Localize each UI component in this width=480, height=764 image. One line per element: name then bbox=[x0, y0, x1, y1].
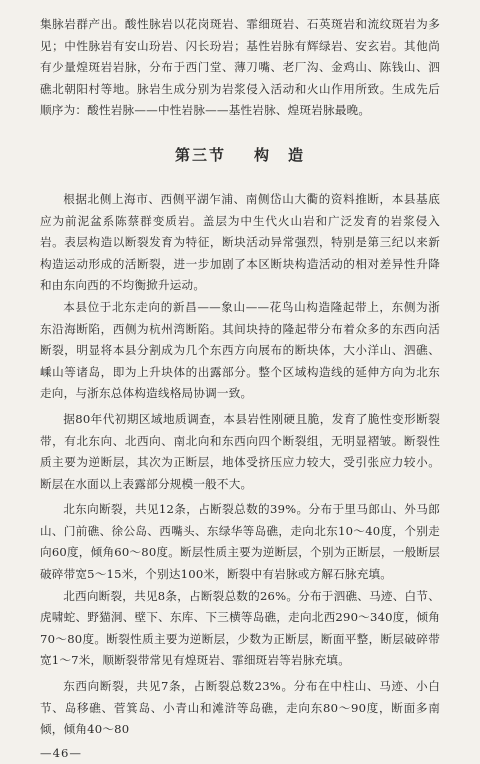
page-number: —46— bbox=[40, 745, 82, 760]
paragraph-ew-faults: 东西向断裂，共见7条，占断裂总数23%。分布在中柱山、马迹、小白节、岛移礁、菅箕岛、小青山和滩浒等岛礁，走向东80～90度，断面多南倾，倾角40～80 bbox=[40, 679, 440, 737]
paragraph-nw-faults: 北西向断裂，共见8条，占断裂总数的26%。分布于泗礁、马迹、白节、虎啸蛇、野猫洞、壁下、东库、下三横等岛礁，走向北西290～340度，倾角70～80度。断裂性质主要为逆断层，少数为正断层，断面平整，断层破碎带宽1～7米，顺断裂带常见有煌斑岩、霏细斑岩等岩脉充填。 bbox=[40, 588, 440, 668]
paragraph-ne-faults: 北东向断裂，共见12条，占断裂总数的39%。分布于里马郎山、外马郎山、门前礁、徐公岛、西嘴头、东绿华等岛礁，走向北东10～40度，个别走向60度，倾角60～80度。断层性质主要为逆断层，个别为正断层，一般断层破碎带宽5～15米，个别达100米，断裂中有岩脉或方解石脉充填。 bbox=[40, 502, 440, 582]
paragraph-basement: 根据北侧上海市、西侧平湖乍浦、南侧岱山大衢的资料推断，本县基底应为前泥盆系陈蔡群变质岩。盖层为中生代火山岩和广泛发育的岩浆侵入岩。表层构造以断裂发育为特征，断块活动异常强烈，特别是第三纪以来新构造运动形成的活断裂，进一步加剧了本区断块构造活动的相对差异性升降和由东向西的不均衡掀升运动。 bbox=[40, 191, 440, 293]
intro-paragraph: 集脉岩群产出。酸性脉岩以花岗斑岩、霏细斑岩、石英斑岩和流纹斑岩为多见；中性脉岩有安山玢岩、闪长玢岩；基性岩脉有辉绿岩、安玄岩。其他尚有少量煌斑岩岩脉，分布于西门堂、薄刀嘴、老厂沟、金鸡山、陈钱山、泗礁北朝阳村等地。脉岩生成分别为岩浆侵入活动和火山作用所致。生成先后顺序为：酸性岩脉——中性岩脉——基性岩脉、煌斑岩脉最晚。 bbox=[40, 17, 440, 118]
section-heading bbox=[40, 144, 440, 165]
section-title: 构 造 bbox=[254, 145, 306, 164]
paragraph-fault-survey: 据80年代初期区域地质调查，本县岩性刚硬且脆，发育了脆性变形断裂带，有北东向、北西向、南北向和东西向四个断裂组，无明显褶皱。断裂性质主要为逆断层，其次为正断层，地体受挤压应力较大，受引张应力较小。断层在水面以上表露部分规模一般不大。 bbox=[40, 411, 440, 491]
section-number: 第三节 bbox=[174, 145, 226, 164]
paragraph-uplift-belt: 本县位于北东走向的新昌——象山——花鸟山构造隆起带上，东侧为浙东沿海断陷，西侧为杭州湾断陷。其间块持的隆起带分布着众多的东西向活断裂，明显将本县分割成为几个东西方向展布的断块体，大小洋山、泗礁、嵊山等诸岛，即为上升块体的出露部分。整个区域构造线的延伸方向为北东走向，与浙东总体构造线格局协调一致。 bbox=[40, 299, 440, 401]
